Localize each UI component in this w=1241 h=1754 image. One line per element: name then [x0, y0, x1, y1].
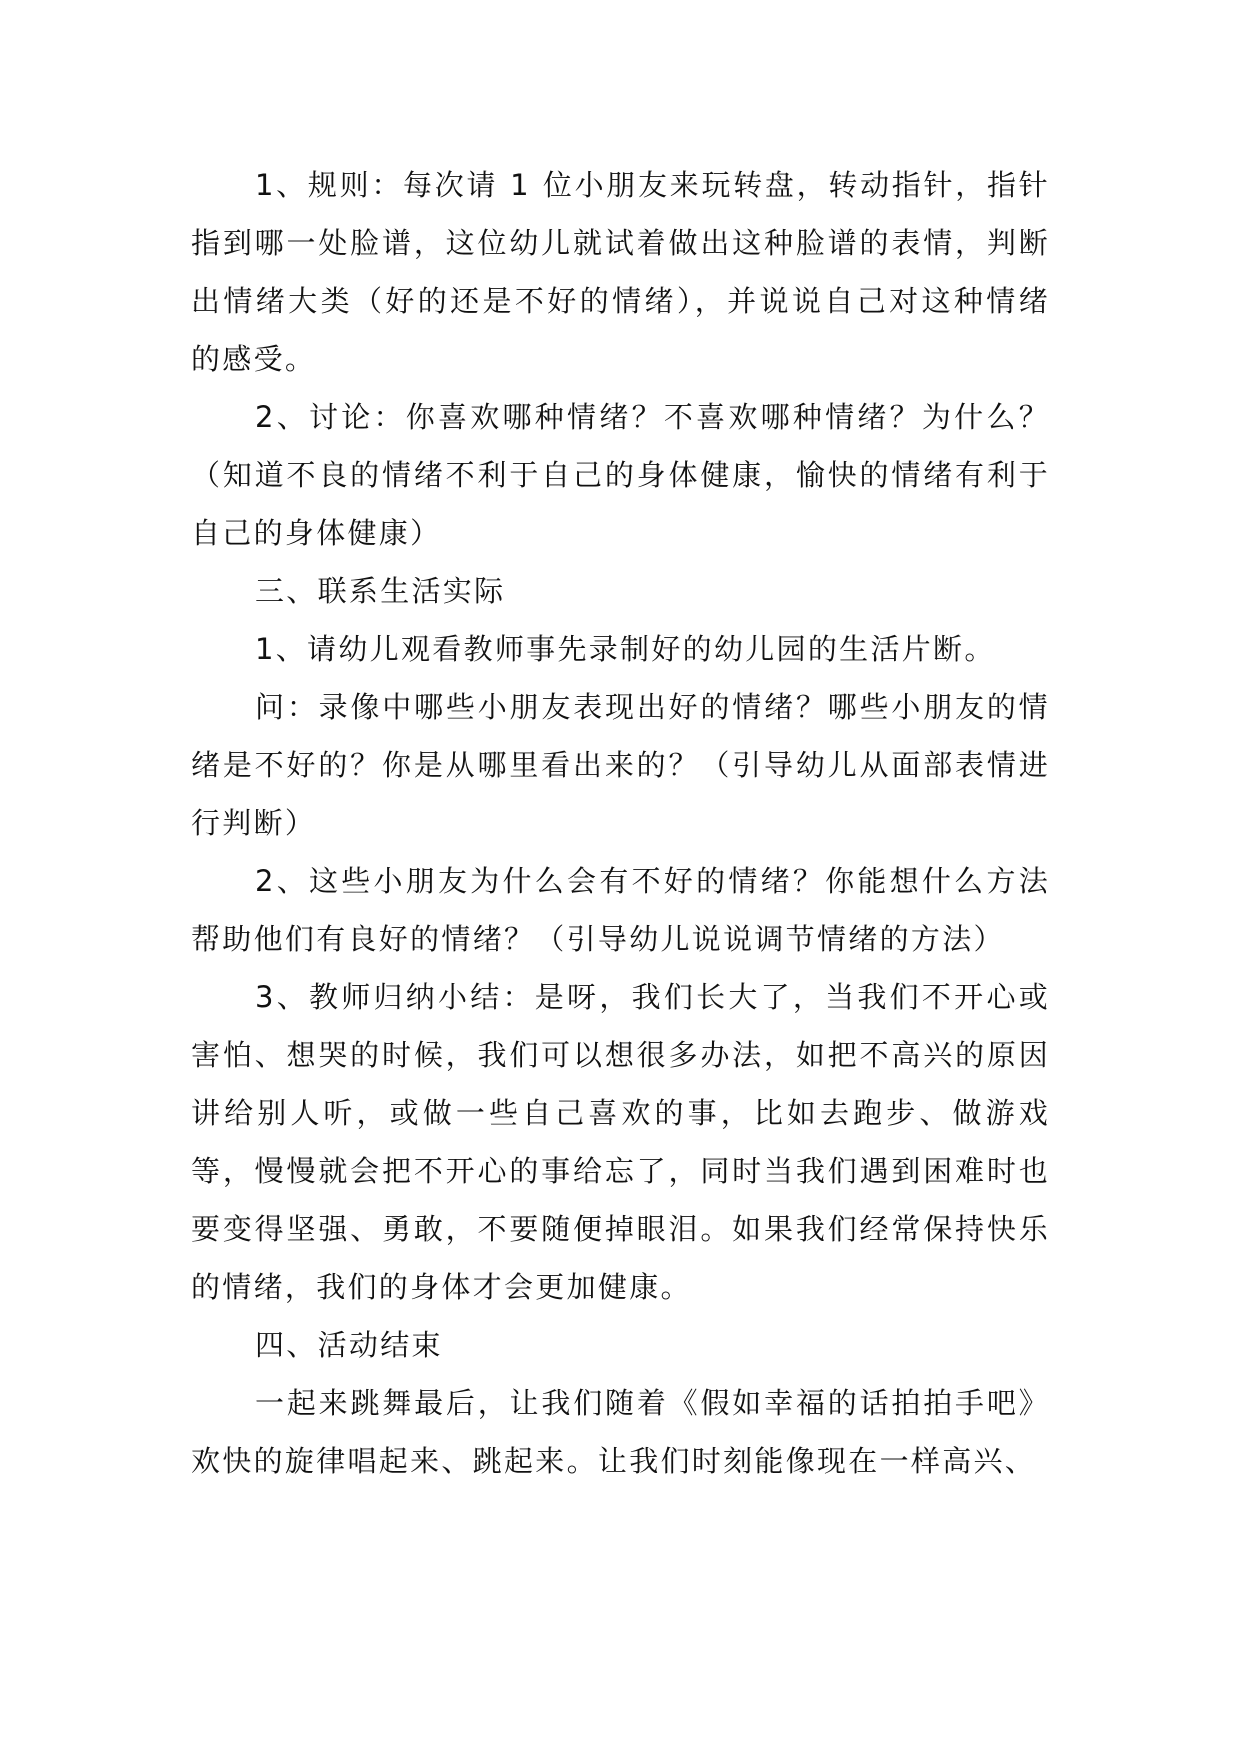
document-page	[191, 156, 1050, 1490]
section-heading-3: 三、联系生活实际	[255, 574, 506, 608]
question-paragraph: 问：录像中哪些小朋友表现出好的情绪？哪些小朋友的情绪是不好的？你是从哪里看出来的？（引导幼儿从面部表情进行判断）	[191, 690, 1050, 840]
discussion-paragraph: 2、讨论：你喜欢哪种情绪？不喜欢哪种情绪？为什么？（知道不良的情绪不利于自己的身体健康，愉快的情绪有利于自己的身体健康）	[191, 400, 1050, 550]
closing-paragraph: 一起来跳舞最后，让我们随着《假如幸福的话拍拍手吧》欢快的旋律唱起来、跳起来。让我们时刻能像现在一样高兴、	[191, 1386, 1050, 1478]
video-paragraph: 1、请幼儿观看教师事先录制好的幼儿园的生活片断。	[255, 632, 996, 666]
rule-paragraph: 1、规则：每次请 1 位小朋友来玩转盘，转动指针，指针指到哪一处脸谱，这位幼儿就试着做出这种脸谱的表情，判断出情绪大类（好的还是不好的情绪），并说说自己对这种情绪的感受。	[191, 168, 1050, 376]
summary-paragraph: 3、教师归纳小结：是呀，我们长大了，当我们不开心或害怕、想哭的时候，我们可以想很多办法，如把不高兴的原因讲给别人听，或做一些自己喜欢的事，比如去跑步、做游戏等，慢慢就会把不开心的事给忘了，同时当我们遇到困难时也要变得坚强、勇敢，不要随便掉眼泪。如果我们经常保持快乐的情绪，我们的身体才会更加健康。	[191, 980, 1050, 1304]
section-heading-4: 四、活动结束	[255, 1328, 443, 1362]
method-paragraph: 2、这些小朋友为什么会有不好的情绪？你能想什么方法帮助他们有良好的情绪？（引导幼儿说说调节情绪的方法）	[191, 864, 1050, 956]
